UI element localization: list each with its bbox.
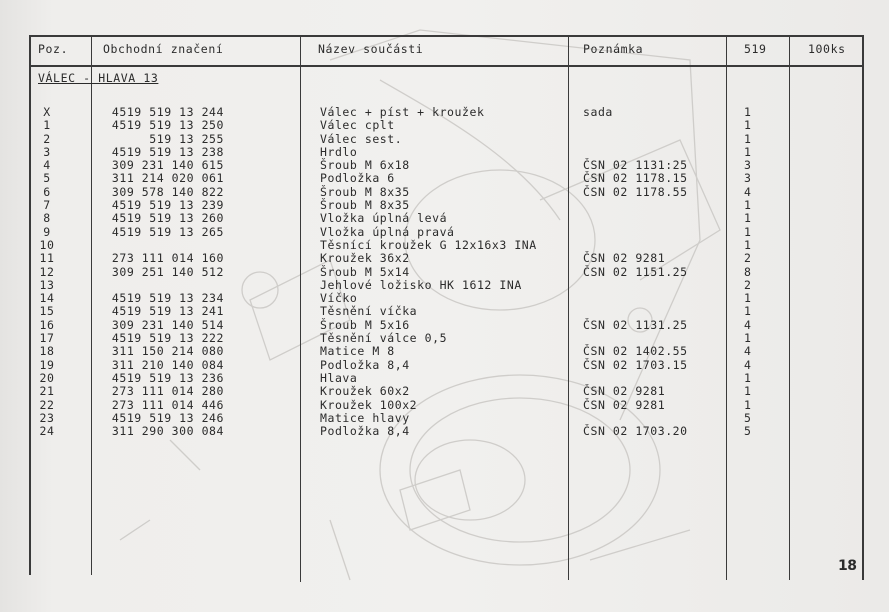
cell-poz: 21: [39, 384, 55, 399]
cell-code: 273 111 014 160: [111, 251, 224, 266]
cell-poz: X: [43, 105, 51, 119]
cell-name: Šroub M 6x18: [320, 158, 410, 173]
cell-note: sada: [583, 105, 613, 119]
cell-name: Jehlové ložisko HK 1612 INA: [320, 277, 522, 292]
cell-poz: 4: [43, 158, 51, 173]
column-name: [320, 106, 537, 438]
cell-name: Šroub M 8x35: [320, 184, 410, 199]
cell-qty: 4: [744, 344, 752, 359]
cell-note: [583, 305, 688, 318]
cell-code: 309 231 140 514: [111, 317, 224, 332]
cell-qty: 4: [744, 317, 752, 332]
frame-top: [29, 35, 863, 37]
cell-name: Hrdlo: [320, 144, 358, 159]
cell-note: [583, 292, 688, 305]
column-code: [96, 106, 224, 438]
cell-poz: 9: [43, 224, 51, 239]
cell-code: 4519 519 13 250: [111, 118, 224, 133]
cell-poz: 5: [43, 171, 51, 186]
cell-name: Válec + píst + kroužek: [320, 105, 485, 119]
cell-name: Těsnění víčka: [320, 304, 418, 319]
cell-poz: 17: [39, 331, 55, 346]
cell-code: 4519 519 13 236: [111, 370, 224, 385]
cell-qty: 5: [744, 424, 752, 439]
cell-qty: 1: [744, 131, 752, 146]
cell-poz: 18: [39, 344, 55, 359]
cell-code: [96, 279, 224, 292]
cell-poz: 14: [39, 291, 55, 306]
cell-qty: 1: [744, 198, 752, 213]
page-number: 18: [838, 558, 857, 574]
cell-name: Válec cplt: [320, 118, 395, 133]
cell-name: Těsnící kroužek G 12x16x3 INA: [320, 237, 537, 252]
cell-poz: 23: [39, 410, 55, 425]
cell-qty: 4: [744, 357, 752, 372]
cell-qty: 1: [744, 211, 752, 226]
col-divider-note: [568, 35, 569, 580]
cell-qty: 4: [744, 184, 752, 199]
cell-poz: 8: [43, 211, 51, 226]
cell-poz: 19: [39, 357, 55, 372]
cell-note: [583, 212, 688, 225]
cell-qty: 1: [744, 224, 752, 239]
frame-left: [29, 35, 31, 575]
cell-code: 4519 519 13 222: [111, 331, 224, 346]
cell-note: ČSN 02 9281: [583, 384, 666, 399]
cell-poz: 7: [43, 198, 51, 213]
cell-name: Šroub M 8x35: [320, 198, 410, 213]
cell-code: 4519 519 13 260: [111, 211, 224, 226]
cell-note: ČSN 02 1178.15: [583, 171, 688, 186]
cell-code: 273 111 014 280: [111, 384, 224, 399]
cell-code: 519 13 255: [149, 131, 224, 146]
cell-note: ČSN 02 1151.25: [583, 264, 688, 279]
cell-poz: 20: [39, 370, 55, 385]
header-code: Obchodní značení: [103, 42, 224, 56]
cell-name: Válec sest.: [320, 131, 403, 146]
cell-qty: 5: [744, 410, 752, 425]
col-divider-name: [300, 35, 301, 582]
cell-poz: 10: [39, 237, 55, 252]
cell-code: 311 214 020 061: [111, 171, 224, 186]
cell-note: ČSN 02 1703.20: [583, 424, 688, 439]
cell-name: Šroub M 5x14: [320, 264, 410, 279]
cell-code: 311 150 214 080: [111, 344, 224, 359]
cell-note: ČSN 02 1703.15: [583, 357, 688, 372]
cell-name: Matice hlavy: [320, 410, 410, 425]
cell-poz: 6: [43, 184, 51, 199]
header-model: 519: [744, 42, 767, 56]
cell-name: Víčko: [320, 291, 358, 306]
header-qty: 100ks: [808, 42, 846, 56]
frame-header-bottom: [29, 65, 863, 67]
cell-poz: 22: [39, 397, 55, 412]
cell-poz: 1: [43, 118, 51, 133]
cell-code: 311 210 140 084: [111, 357, 224, 372]
cell-code: 4519 519 13 239: [111, 198, 224, 213]
cell-qty: 2: [744, 251, 752, 266]
cell-qty: 1: [744, 291, 752, 306]
cell-poz: 13: [39, 277, 55, 292]
cell-name: Kroužek 100x2: [320, 397, 418, 412]
cell-note: [583, 133, 688, 146]
cell-code: 309 251 140 512: [111, 264, 224, 279]
cell-note: ČSN 02 9281: [583, 251, 666, 266]
cell-name: Šroub M 5x16: [320, 317, 410, 332]
column-qty: [744, 106, 751, 438]
cell-qty: 1: [744, 304, 752, 319]
cell-name: Vložka úplná levá: [320, 211, 448, 226]
cell-name: Vložka úplná pravá: [320, 224, 455, 239]
cell-code: 4519 519 13 244: [111, 105, 224, 119]
cell-qty: 1: [744, 105, 752, 119]
cell-code: 311 290 300 084: [111, 424, 224, 439]
cell-qty: 3: [744, 171, 752, 186]
cell-name: Kroužek 36x2: [320, 251, 410, 266]
cell-code: 4519 519 13 241: [111, 304, 224, 319]
cell-code: 4519 519 13 234: [111, 291, 224, 306]
cell-qty: 3: [744, 158, 752, 173]
cell-poz: 16: [39, 317, 55, 332]
cell-qty: 1: [744, 384, 752, 399]
cell-name: Matice M 8: [320, 344, 395, 359]
frame-right: [862, 35, 864, 580]
col-divider-code: [91, 35, 92, 575]
col-divider-model: [726, 35, 727, 580]
cell-qty: 1: [744, 370, 752, 385]
cell-note: [583, 279, 688, 292]
cell-qty: 1: [744, 397, 752, 412]
cell-note: ČSN 02 9281: [583, 397, 666, 412]
cell-name: Kroužek 60x2: [320, 384, 410, 399]
col-divider-qty: [789, 35, 790, 580]
cell-name: Těsnění válce 0,5: [320, 331, 448, 346]
cell-qty: 1: [744, 118, 752, 133]
cell-poz: 11: [39, 251, 55, 266]
cell-code: 4519 519 13 246: [111, 410, 224, 425]
cell-note: [583, 199, 688, 212]
cell-poz: 2: [43, 131, 51, 146]
header-poz: Poz.: [38, 42, 69, 56]
cell-note: [583, 119, 688, 132]
cell-qty: 1: [744, 237, 752, 252]
column-poz: [36, 106, 58, 438]
cell-qty: 2: [744, 277, 752, 292]
cell-poz: 15: [39, 304, 55, 319]
header-name: Název součásti: [318, 42, 424, 56]
cell-code: 273 111 014 446: [111, 397, 224, 412]
cell-code: 4519 519 13 238: [111, 144, 224, 159]
cell-code: 309 578 140 822: [111, 184, 224, 199]
cell-name: Podložka 6: [320, 171, 395, 186]
cell-note: [583, 226, 688, 239]
cell-poz: 3: [43, 144, 51, 159]
cell-name: Podložka 8,4: [320, 357, 410, 372]
cell-name: Podložka 8,4: [320, 424, 410, 439]
cell-note: ČSN 02 1402.55: [583, 344, 688, 359]
column-note: [583, 106, 688, 438]
cell-code: [96, 239, 224, 252]
header-note: Poznámka: [583, 42, 644, 56]
cell-note: ČSN 02 1131:25: [583, 158, 688, 173]
cell-qty: 8: [744, 264, 752, 279]
cell-poz: 12: [39, 264, 55, 279]
cell-qty: 1: [744, 144, 752, 159]
cell-poz: 24: [39, 424, 55, 439]
cell-note: ČSN 02 1178.55: [583, 184, 688, 199]
section-title: VÁLEC - HLAVA 13: [38, 71, 159, 85]
cell-code: 309 231 140 615: [111, 158, 224, 173]
cell-qty: 1: [744, 331, 752, 346]
cell-note: ČSN 02 1131.25: [583, 317, 688, 332]
cell-name: Hlava: [320, 370, 358, 385]
cell-code: 4519 519 13 265: [111, 224, 224, 239]
